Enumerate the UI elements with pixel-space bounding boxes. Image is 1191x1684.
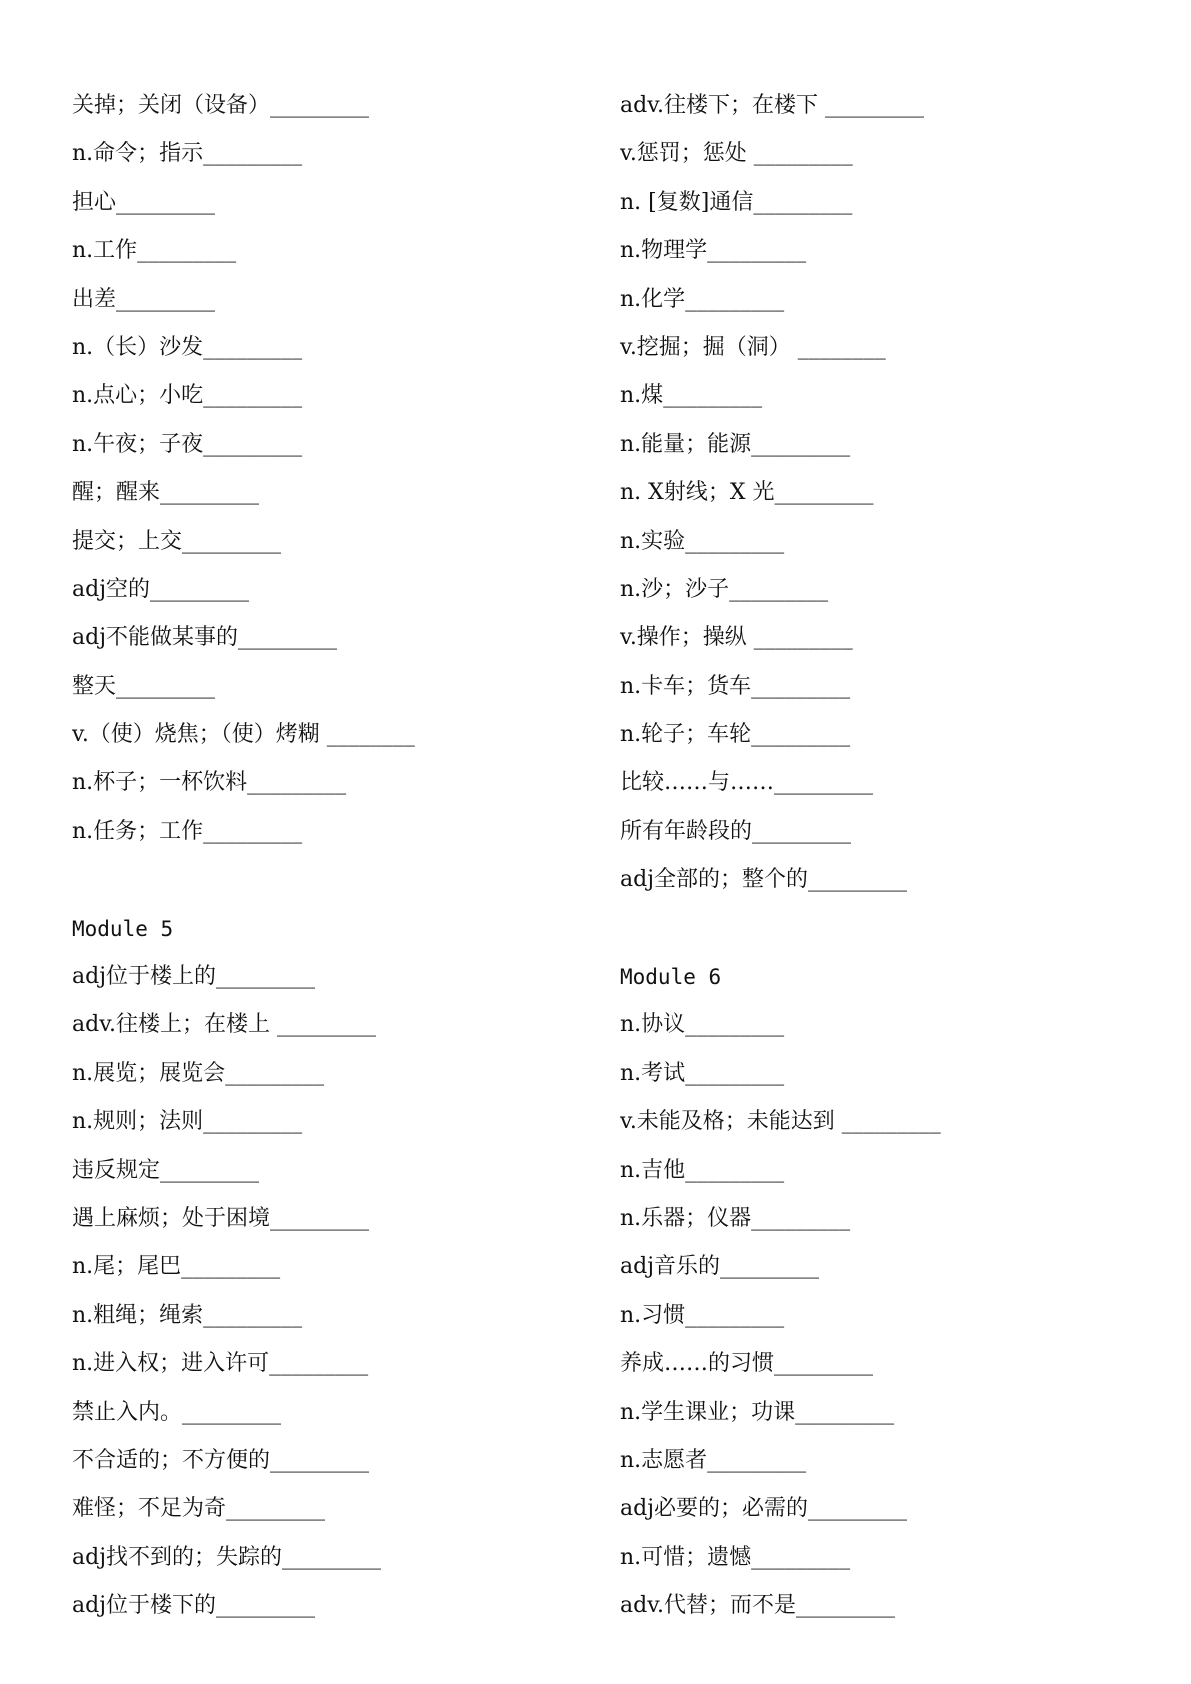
- blank-line: [72, 856, 415, 904]
- vocab-item: n.化学_________: [620, 286, 785, 312]
- vocab-item: adj位于楼下的_________: [72, 1593, 316, 1619]
- vocab-item: 出差_________: [72, 286, 216, 312]
- vocab-item: adv.往楼下；在楼下 _________: [620, 93, 925, 118]
- vocab-item: n.尾；尾巴_________: [72, 1254, 281, 1280]
- vocab-item: n.学生课业；功课_________: [620, 1399, 895, 1425]
- vocab-item: 醒；醒来_________: [72, 480, 260, 506]
- vocab-item: v.挖掘；掘（洞） ________: [620, 334, 886, 360]
- vocab-item: 违反规定_________: [72, 1157, 260, 1183]
- right-column: [620, 82, 941, 1631]
- module-heading: Module 5: [72, 916, 174, 941]
- left-column: [72, 82, 415, 1631]
- vocab-item: 遇上麻烦；处于困境_________: [72, 1205, 370, 1231]
- vocab-item: n.乐器；仪器_________: [620, 1205, 851, 1231]
- vocab-item: adj不能做某事的_________: [72, 625, 338, 651]
- vocab-item: n.沙；沙子_________: [620, 576, 829, 602]
- vocab-item: n.命令；指示_________: [72, 141, 303, 167]
- vocab-item: n.考试_________: [620, 1060, 785, 1086]
- vocab-item: v.操作；操纵 _________: [620, 625, 853, 651]
- vocab-item: v.（使）烧焦；（使）烤糊 ________: [72, 722, 415, 748]
- vocab-item: 比较……与……_________: [620, 770, 874, 796]
- vocab-item: n.能量；能源_________: [620, 431, 851, 457]
- vocab-item: n.物理学_________: [620, 238, 807, 264]
- vocab-item: n.点心；小吃_________: [72, 383, 303, 409]
- vocab-item: 难怪；不足为奇_________: [72, 1496, 326, 1522]
- vocab-item: n.规则；法则_________: [72, 1109, 303, 1135]
- vocab-item: adj全部的；整个的_________: [620, 867, 908, 893]
- vocab-item: adj位于楼上的_________: [72, 964, 316, 990]
- vocab-item: v.惩罚；惩处 _________: [620, 141, 853, 167]
- vocab-item: n.进入权；进入许可_________: [72, 1351, 369, 1377]
- vocab-item: 所有年龄段的_________: [620, 818, 852, 844]
- vocab-item: n. X射线；X 光_________: [620, 480, 874, 506]
- vocab-item: n.午夜；子夜_________: [72, 431, 303, 457]
- blank-line: [620, 905, 941, 953]
- vocab-item: adv.代替；而不是_________: [620, 1593, 896, 1619]
- vocab-item: n.任务；工作_________: [72, 818, 303, 844]
- vocab-item: n.协议_________: [620, 1012, 785, 1038]
- vocab-item: 整天_________: [72, 673, 216, 699]
- vocab-item: n.志愿者_________: [620, 1447, 807, 1473]
- vocab-item: n.卡车；货车_________: [620, 673, 851, 699]
- vocab-item: 提交；上交_________: [72, 528, 282, 554]
- vocab-item: 不合适的；不方便的_________: [72, 1447, 370, 1473]
- vocab-item: n.煤_________: [620, 383, 763, 409]
- vocab-item: n.杯子；一杯饮料_________: [72, 770, 347, 796]
- vocab-item: n.吉他_________: [620, 1157, 785, 1183]
- vocab-item: 禁止入内。_________: [72, 1399, 282, 1425]
- vocab-item: 担心_________: [72, 189, 216, 215]
- vocab-item: 养成……的习惯_________: [620, 1351, 874, 1377]
- vocab-item: 关掉；关闭（设备）_________: [72, 93, 370, 118]
- vocab-item: n.实验_________: [620, 528, 785, 554]
- vocab-item: adj空的_________: [72, 576, 250, 602]
- vocab-item: n.轮子；车轮_________: [620, 722, 851, 748]
- vocab-item: adj音乐的_________: [620, 1254, 820, 1280]
- vocab-item: n.粗绳；绳索_________: [72, 1302, 303, 1328]
- vocab-item: v.未能及格；未能达到 _________: [620, 1109, 941, 1135]
- vocab-item: adj必要的；必需的_________: [620, 1496, 908, 1522]
- vocab-item: n.可惜；遗憾_________: [620, 1544, 851, 1570]
- module-heading: Module 6: [620, 965, 722, 990]
- vocab-item: n.工作_________: [72, 238, 237, 264]
- vocab-item: n. [复数]通信_________: [620, 189, 853, 215]
- vocab-item: n.（长）沙发_________: [72, 334, 303, 360]
- vocab-item: adv.往楼上；在楼上 _________: [72, 1012, 377, 1038]
- vocab-item: adj找不到的；失踪的_________: [72, 1544, 382, 1570]
- vocab-item: n.习惯_________: [620, 1302, 785, 1328]
- vocab-item: n.展览；展览会_________: [72, 1060, 325, 1086]
